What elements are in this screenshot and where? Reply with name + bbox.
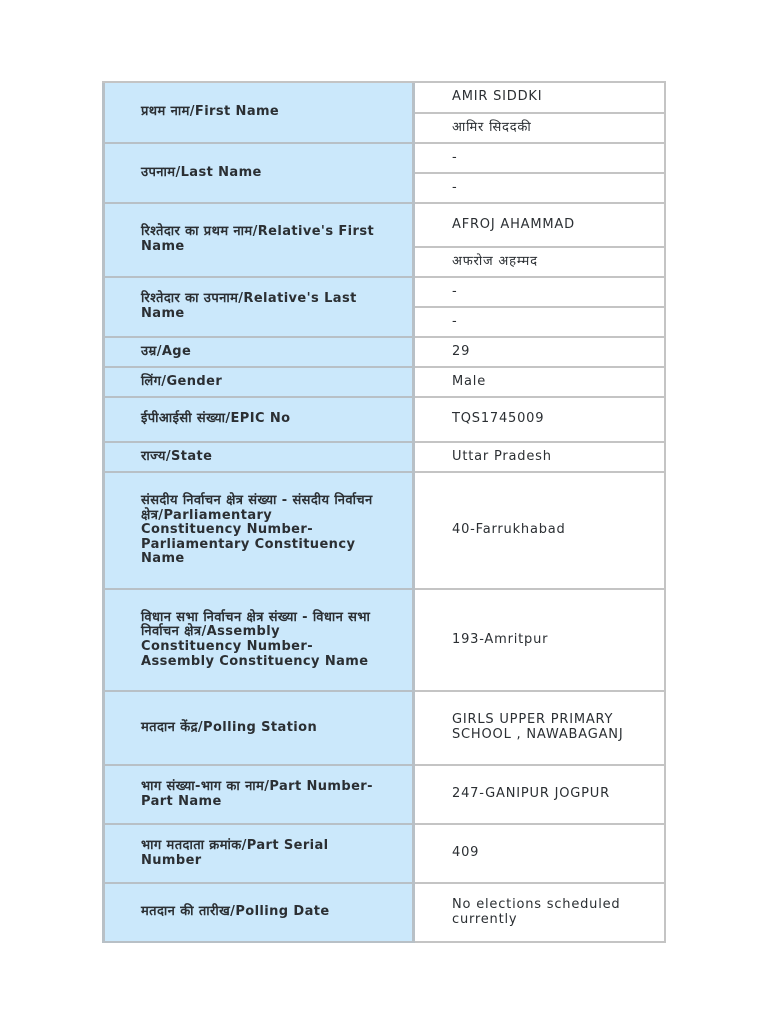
- row-label: रिश्तेदार का प्रथम नाम/Relative's First Name: [104, 203, 414, 277]
- row-label: भाग संख्या-भाग का नाम/Part Number-Part Name: [104, 765, 414, 824]
- row-value: 40-Farrukhabad: [414, 472, 666, 589]
- row-label: रिश्तेदार का उपनाम/Relative's Last Name: [104, 277, 414, 337]
- table-row: [104, 337, 666, 367]
- row-value: -: [414, 307, 666, 337]
- row-label: संसदीय निर्वाचन क्षेत्र संख्या - संसदीय निर्वाचन क्षेत्र/Parliamentary Constituency Number-Parliamentary Constituency Name: [104, 472, 414, 589]
- row-value: -: [414, 277, 666, 307]
- row-value: आमिर सिददकी: [414, 113, 666, 143]
- row-label: भाग मतदाता क्रमांक/Part Serial Number: [104, 824, 414, 883]
- row-value: No elections scheduled currently: [414, 883, 666, 942]
- row-value: GIRLS UPPER PRIMARY SCHOOL , NAWABAGANJ: [414, 691, 666, 765]
- table-row: [104, 824, 666, 883]
- row-label: प्रथम नाम/First Name: [104, 83, 414, 143]
- row-label: लिंग/Gender: [104, 367, 414, 397]
- table-row: [104, 691, 666, 765]
- table-row: [104, 765, 666, 824]
- table-row: [104, 589, 666, 691]
- row-label: मतदान की तारीख/Polling Date: [104, 883, 414, 942]
- row-value: अफरोज अहम्मद: [414, 247, 666, 277]
- row-value: AMIR SIDDKI: [414, 83, 666, 113]
- table-row: [104, 367, 666, 397]
- table-row: [104, 83, 666, 113]
- table-row: [104, 277, 666, 307]
- voter-details-card: [102, 81, 666, 943]
- table-row: [104, 203, 666, 247]
- row-value: 193-Amritpur: [414, 589, 666, 691]
- row-value: -: [414, 143, 666, 173]
- row-value: TQS1745009: [414, 397, 666, 442]
- row-value: AFROJ AHAMMAD: [414, 203, 666, 247]
- row-label: मतदान केंद्र/Polling Station: [104, 691, 414, 765]
- row-label: ईपीआईसी संख्या/EPIC No: [104, 397, 414, 442]
- row-value: 409: [414, 824, 666, 883]
- table-row: [104, 143, 666, 173]
- voter-details-table: [102, 83, 666, 943]
- table-row: [104, 397, 666, 442]
- row-label: विधान सभा निर्वाचन क्षेत्र संख्या - विधान सभा निर्वाचन क्षेत्र/Assembly Constituency Number-Assembly Constituency Name: [104, 589, 414, 691]
- table-row: [104, 883, 666, 942]
- row-value: 247-GANIPUR JOGPUR: [414, 765, 666, 824]
- row-value: -: [414, 173, 666, 203]
- row-value: Uttar Pradesh: [414, 442, 666, 472]
- row-value: 29: [414, 337, 666, 367]
- row-label: उम्र/Age: [104, 337, 414, 367]
- row-label: उपनाम/Last Name: [104, 143, 414, 203]
- table-row: [104, 472, 666, 589]
- row-value: Male: [414, 367, 666, 397]
- table-row: [104, 442, 666, 472]
- row-label: राज्य/State: [104, 442, 414, 472]
